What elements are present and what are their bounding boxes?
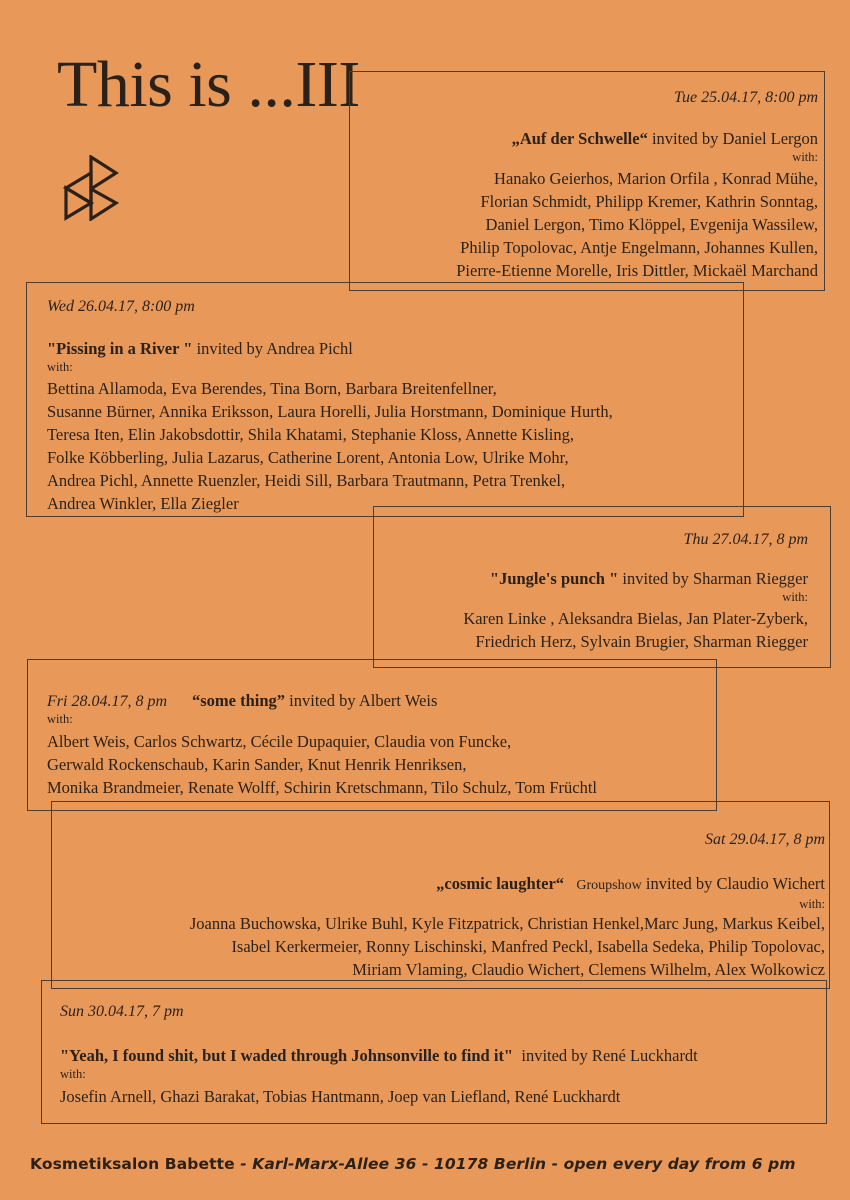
artist-line: Joanna Buchowska, Ulrike Buhl, Kyle Fitzpatrick, Christian Henkel,Marc Jung, Markus Keibel,: [189, 914, 825, 933]
event-date: Thu 27.04.17, 8 pm: [683, 531, 808, 548]
event-artist-list: [47, 377, 737, 515]
artist-line: Teresa Iten, Elin Jakobsdottir, Shila Khatami, Stephanie Kloss, Annette Kisling,: [47, 425, 575, 444]
event-show-title: “some thing”: [192, 691, 286, 710]
artist-line: Bettina Allamoda, Eva Berendes, Tina Born, Barbara Breitenfellner,: [47, 379, 497, 398]
event-heading: [360, 128, 818, 150]
event-tue: [360, 88, 818, 282]
event-with-label: with:: [782, 590, 808, 604]
event-date: Tue 25.04.17, 8:00 pm: [674, 89, 818, 106]
event-show-title: "Pissing in a River ": [47, 339, 193, 358]
event-sun: [60, 1002, 820, 1108]
artist-line: Karen Linke , Aleksandra Bielas, Jan Plater-Zyberk,: [463, 609, 808, 628]
event-show-title: „cosmic laughter“: [436, 874, 565, 893]
event-invited-by: invited by Andrea Pichl: [196, 339, 353, 358]
event-heading: [60, 1045, 820, 1067]
event-invited-by: invited by Albert Weis: [289, 691, 438, 710]
artist-line: Andrea Winkler, Ella Ziegler: [47, 494, 239, 513]
artist-line: Gerwald Rockenschaub, Karin Sander, Knut Henrik Henriksen,: [47, 755, 467, 774]
event-show-title: "Yeah, I found shit, but I waded through Johnsonville to find it": [60, 1046, 514, 1065]
artist-line: Daniel Lergon, Timo Klöppel, Evgenija Wassilew,: [485, 215, 818, 234]
event-with-label: with:: [792, 150, 818, 164]
artist-line: Philip Topolovac, Antje Engelmann, Johannes Kullen,: [460, 238, 818, 257]
event-with-label: with:: [60, 1067, 86, 1081]
event-show-title: „Auf der Schwelle“: [511, 129, 648, 148]
event-heading: [47, 338, 737, 360]
event-fri: [47, 690, 712, 799]
event-heading: [47, 690, 712, 712]
event-thu: [380, 530, 808, 653]
artist-line: Monika Brandmeier, Renate Wolff, Schirin Kretschmann, Tilo Schulz, Tom Früchtl: [47, 778, 598, 797]
event-invited-by: invited by Daniel Lergon: [651, 129, 818, 148]
event-invited-by: invited by René Luckhardt: [521, 1046, 698, 1065]
event-date: Sun 30.04.17, 7 pm: [60, 1003, 184, 1020]
venue-name: Kosmetiksalon Babette: [30, 1155, 235, 1173]
event-date: Sat 29.04.17, 8 pm: [705, 831, 825, 848]
artist-line: Friedrich Herz, Sylvain Brugier, Sharman Riegger: [475, 632, 808, 651]
artist-line: Andrea Pichl, Annette Ruenzler, Heidi Sill, Barbara Trautmann, Petra Trenkel,: [47, 471, 566, 490]
event-artist-list: [58, 912, 825, 981]
artist-line: Albert Weis, Carlos Schwartz, Cécile Dupaquier, Claudia von Funcke,: [47, 732, 512, 751]
artist-line: Folke Köbberling, Julia Lazarus, Catherine Lorent, Antonia Low, Ulrike Mohr,: [47, 448, 569, 467]
poster-title: This is ...III: [57, 48, 360, 121]
event-heading: [58, 873, 825, 897]
event-wed: [47, 297, 737, 515]
artist-line: Florian Schmidt, Philipp Kremer, Kathrin Sonntag,: [480, 192, 818, 211]
event-invited-by: invited by Sharman Riegger: [622, 569, 808, 588]
event-heading: [380, 568, 808, 590]
artist-line: Hanako Geierhos, Marion Orfila , Konrad Mühe,: [494, 169, 818, 188]
artist-line: Pierre-Etienne Morelle, Iris Dittler, Mickaël Marchand: [456, 261, 818, 280]
event-show-type: Groupshow: [576, 878, 642, 893]
event-with-label: with:: [47, 360, 73, 374]
artist-line: Josefin Arnell, Ghazi Barakat, Tobias Hantmann, Joep van Liefland, René Luckhardt: [60, 1087, 621, 1106]
event-date: Wed 26.04.17, 8:00 pm: [47, 298, 195, 315]
event-date: Fri 28.04.17, 8 pm: [47, 693, 167, 710]
triangle-logo-icon: [60, 155, 122, 221]
venue-footer: [30, 1155, 796, 1173]
venue-address: - Karl-Marx-Allee 36 - 10178 Berlin - open every day from 6 pm: [234, 1155, 796, 1173]
event-with-label: with:: [47, 712, 73, 726]
artist-line: Isabel Kerkermeier, Ronny Lischinski, Manfred Peckl, Isabella Sedeka, Philip Topolovac,: [231, 937, 825, 956]
event-sat: [58, 830, 825, 981]
event-show-title: "Jungle's punch ": [489, 569, 619, 588]
event-artist-list: [47, 730, 712, 799]
event-artist-list: [360, 167, 818, 282]
event-artist-list: [60, 1085, 820, 1108]
event-with-label: with:: [799, 897, 825, 911]
event-artist-list: [380, 607, 808, 653]
artist-line: Miriam Vlaming, Claudio Wichert, Clemens Wilhelm, Alex Wolkowicz: [352, 960, 825, 979]
artist-line: Susanne Bürner, Annika Eriksson, Laura Horelli, Julia Horstmann, Dominique Hurth,: [47, 402, 613, 421]
event-invited-by: invited by Claudio Wichert: [645, 874, 825, 893]
